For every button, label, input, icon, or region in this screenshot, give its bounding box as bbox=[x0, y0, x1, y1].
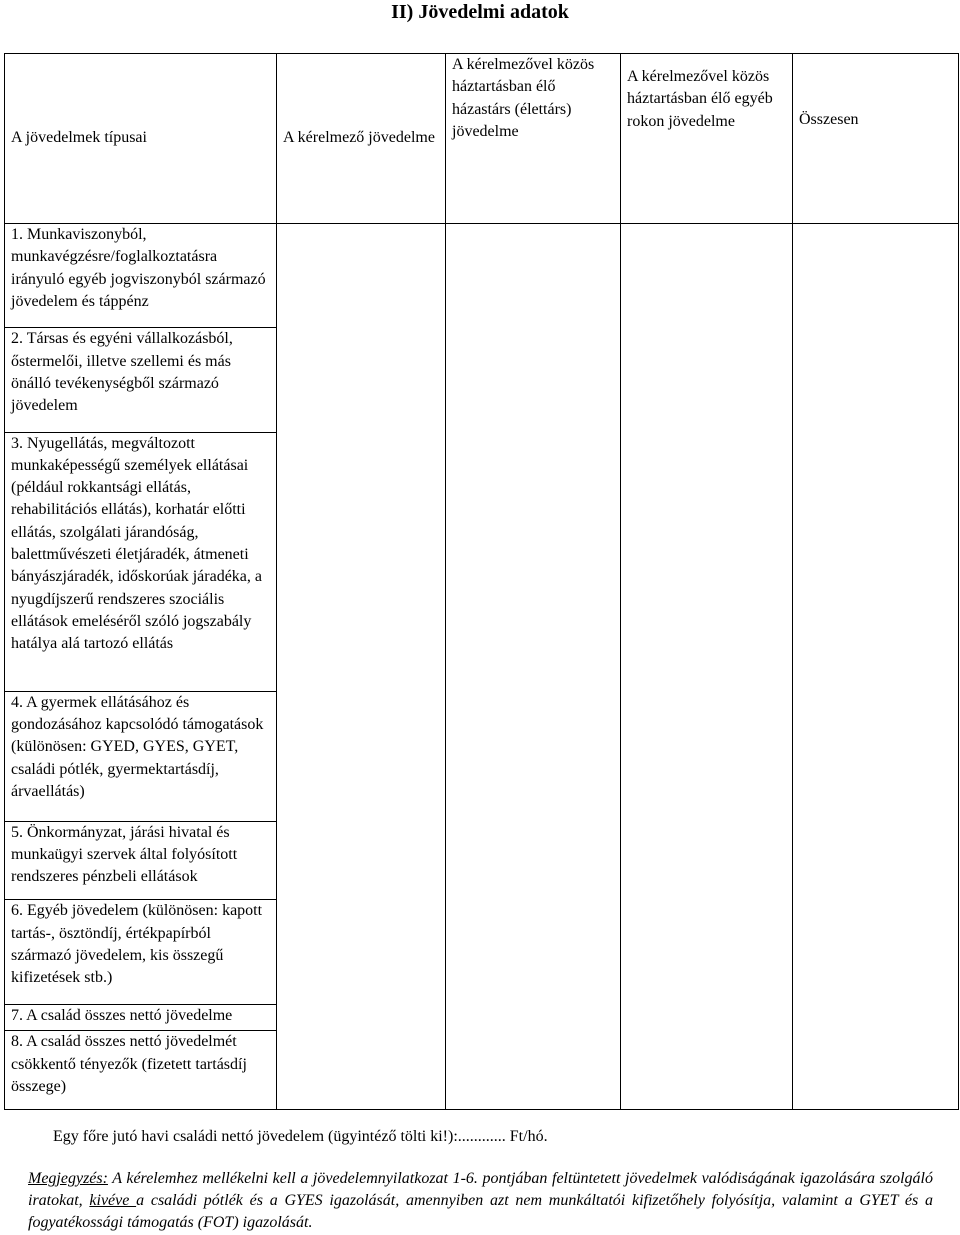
section-title: II) Jövedelmi adatok bbox=[391, 1, 569, 23]
row-label: 5. Önkormányzat, járási hivatal és munkaügyi szervek által folyósított rendszeres pénzbeli ellátások bbox=[5, 821, 277, 900]
total-income-cell[interactable] bbox=[793, 224, 959, 1110]
row-label: 4. A gyermek ellátásához és gondozásához kapcsolódó támogatások (különösen: GYED, GYES, GYET, családi pótlék, gyermektartásdíj, árvaellátás) bbox=[5, 691, 277, 821]
row-label: 3. Nyugellátás, megváltozott munkaképességű személyek ellátásai (például rokkantsági ellátás, rehabilitációs ellátás), korhatár előtti ellátás, szolgálati járandóság, balettművészeti életjáradék, átmeneti bányászjáradék, időskorúak járadéka, a nyugdíjszerű rendszeres szociális ellátások emeléséről szóló jogszabály hatálya alá tartozó ellátás bbox=[5, 432, 277, 691]
remark-text-1: A kérelemhez mellékelni kell a jövedelemnyilatkozat 1-6. pontjában feltüntetett jövedelmek valódiságának igazolására szolgáló iratokat, bbox=[28, 1170, 933, 1209]
header-relative-income: A kérelmezővel közös háztartásban élő egyéb rokon jövedelme bbox=[621, 54, 793, 224]
table-row bbox=[5, 224, 959, 328]
table-header-row bbox=[5, 54, 959, 224]
per-capita-income-line: Egy főre jutó havi családi nettó jövedelem (ügyintéző tölti ki!):............ Ft/hó. bbox=[53, 1128, 548, 1145]
remark-text-2: a családi pótlék és a GYES igazolását, amennyiben azt nem munkáltatói kifizetőhely folyósítja, valamint a GYET és a fogyatékossági támogatás (FOT) igazolását. bbox=[28, 1192, 934, 1231]
income-table bbox=[4, 53, 959, 1110]
row-label: 7. A család összes nettó jövedelme bbox=[5, 1004, 277, 1031]
header-total: Összesen bbox=[793, 54, 959, 224]
header-income-types: A jövedelmek típusai bbox=[5, 54, 277, 224]
relative-income-cell[interactable] bbox=[621, 224, 793, 1110]
remark-underlined: kivéve bbox=[89, 1192, 137, 1209]
row-label: 1. Munkaviszonyból, munkavégzésre/foglalkoztatásra irányuló egyéb jogviszonyból származó jövedelem és táppénz bbox=[5, 224, 277, 328]
applicant-income-cell[interactable] bbox=[277, 224, 446, 1110]
remark-paragraph bbox=[28, 1168, 933, 1234]
row-label: 2. Társas és egyéni vállalkozásból, őstermelői, illetve szellemi és más önálló tevékenységből származó jövedelem bbox=[5, 328, 277, 432]
spouse-income-cell[interactable] bbox=[446, 224, 621, 1110]
remark-label: Megjegyzés: bbox=[28, 1170, 108, 1187]
header-applicant-income: A kérelmező jövedelme bbox=[277, 54, 446, 224]
row-label: 6. Egyéb jövedelem (különösen: kapott tartás-, ösztöndíj, értékpapírból származó jövedelem, kis összegű kifizetések stb.) bbox=[5, 900, 277, 1004]
header-spouse-income: A kérelmezővel közös háztartásban élő házastárs (élettárs) jövedelme bbox=[446, 54, 621, 224]
row-label: 8. A család összes nettó jövedelmét csökkentő tényezők (fizetett tartásdíj összege) bbox=[5, 1031, 277, 1110]
